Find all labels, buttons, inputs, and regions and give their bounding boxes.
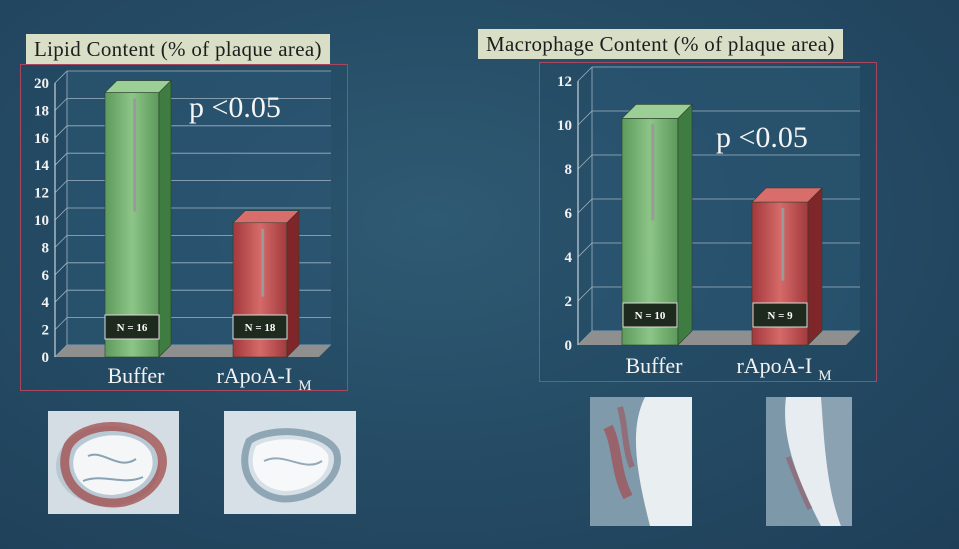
y-tick-label: 4 [564, 250, 572, 266]
macrophage-chart-title: Macrophage Content (% of plaque area) [478, 29, 843, 59]
grid-diag [578, 287, 592, 301]
y-tick-label: 16 [34, 130, 49, 147]
category-subscript: M [818, 368, 832, 381]
grid-diag [55, 263, 67, 275]
grid-diag [55, 126, 67, 138]
grid-diag [55, 208, 67, 220]
y-tick-label: 10 [557, 118, 572, 134]
grid-diag [55, 71, 67, 83]
x-category-label: rApoA-I $_M$ [216, 363, 311, 390]
grid-diag [578, 155, 592, 169]
lipid-chart-title: Lipid Content (% of plaque area) [26, 34, 330, 64]
sample-size-label: N = 10 [634, 310, 666, 322]
x-category-label: rApoA-I $_M$ [736, 353, 831, 381]
sample-size-label: N = 18 [244, 322, 276, 334]
macrophage-chart-panel [539, 62, 877, 382]
y-tick-label: 20 [34, 76, 49, 92]
y-tick-label: 10 [34, 213, 49, 229]
y-tick-label: 4 [41, 295, 49, 312]
y-tick-label: 8 [41, 240, 49, 257]
y-tick-label: 12 [34, 185, 49, 202]
histology-image-macrophage-rapoa [766, 397, 852, 526]
grid-diag [578, 243, 592, 257]
x-category-label: Buffer [107, 363, 165, 388]
bar-side-face [159, 81, 171, 357]
histology-image-lipid-buffer [48, 411, 179, 514]
histology-image-lipid-rapoa [224, 411, 356, 514]
p-value-annotation: p <0.05 [189, 91, 281, 124]
p-value-annotation: p <0.05 [716, 121, 808, 154]
y-tick-label: 0 [41, 350, 49, 366]
y-tick-label: 2 [564, 294, 572, 310]
grid-diag [55, 153, 67, 165]
grid-diag [55, 98, 67, 110]
lipid-chart-panel [20, 64, 348, 391]
y-tick-label: 6 [41, 267, 49, 284]
bar-side-face [678, 104, 692, 345]
macrophage-bar-chart [540, 63, 876, 381]
y-tick-label: 12 [557, 74, 572, 90]
lipid-bar-chart [21, 65, 347, 390]
sample-size-label: N = 16 [116, 322, 148, 334]
y-tick-label: 14 [34, 158, 49, 175]
y-tick-label: 0 [564, 338, 572, 354]
grid-diag [578, 111, 592, 125]
y-tick-label: 6 [564, 206, 572, 222]
y-tick-label: 8 [564, 162, 572, 178]
y-tick-label: 2 [41, 322, 49, 339]
grid-diag [55, 235, 67, 247]
x-category-label: Buffer [625, 353, 683, 378]
category-subscript: M [298, 378, 312, 390]
grid-diag [578, 199, 592, 213]
bar-side-face [287, 211, 299, 357]
grid-diag [55, 290, 67, 302]
grid-diag [578, 67, 592, 81]
y-tick-label: 18 [34, 103, 49, 120]
grid-diag [55, 181, 67, 193]
grid-diag [55, 318, 67, 330]
sample-size-label: N = 9 [767, 310, 793, 322]
histology-image-macrophage-buffer [590, 397, 692, 526]
bar-side-face [808, 188, 822, 345]
